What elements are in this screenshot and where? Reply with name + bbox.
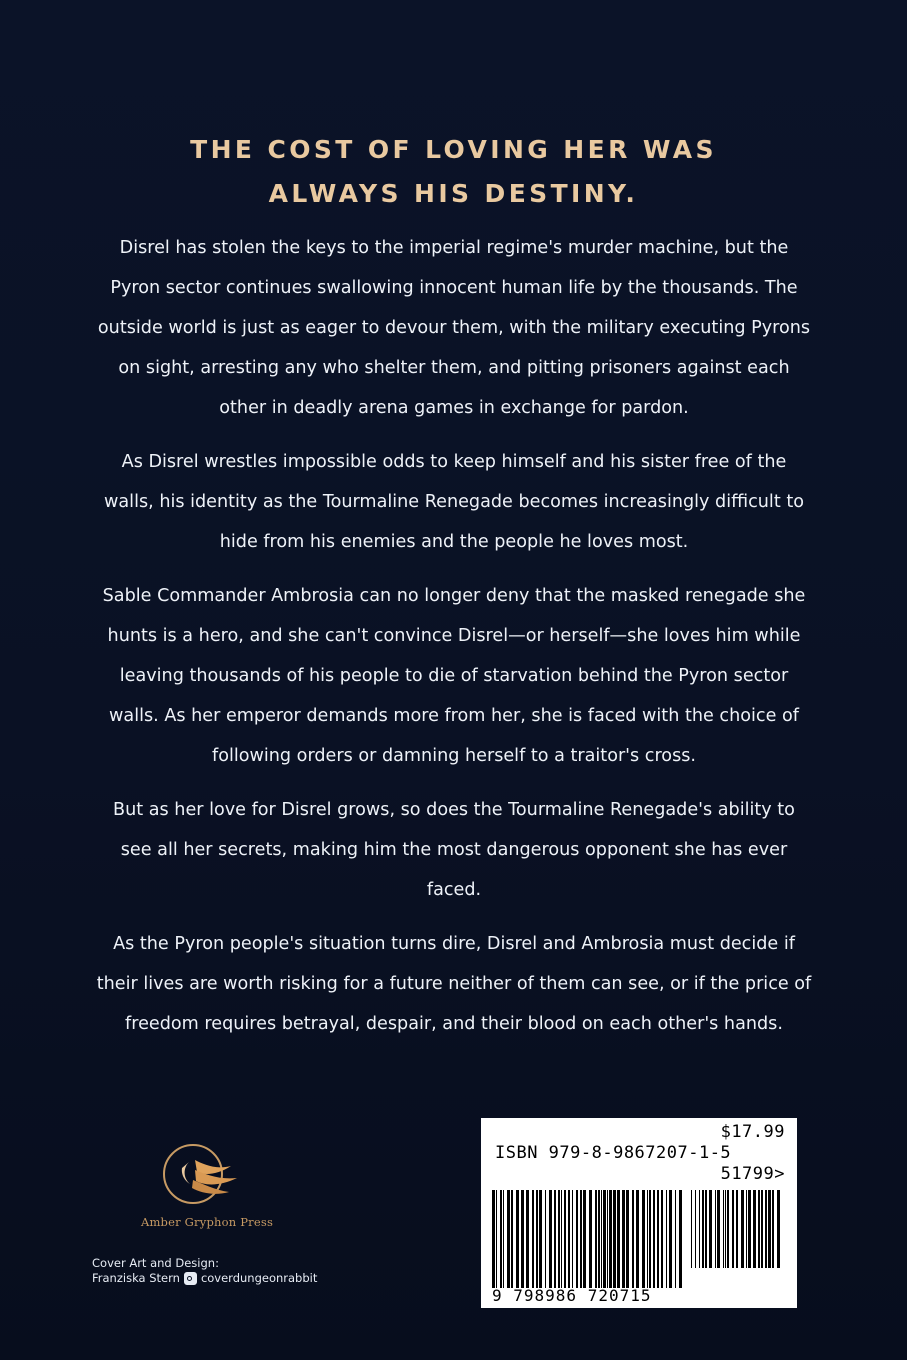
blurb-paragraph: But as her love for Disrel grows, so does the Tourmaline Renegade's ability to see all her secrets, making him the most dangerous opponent she has ever faced. bbox=[113, 800, 795, 900]
designer-handle: coverdungeonrabbit bbox=[200, 1271, 318, 1285]
credits-line-2 bbox=[92, 1271, 392, 1286]
blurb-paragraph: As the Pyron people's situation turns dire, Disrel and Ambrosia must decide if their lives are worth risking for a future neither of them can see, or if the price of freedom requires betrayal, despair, and their blood on each other's hands. bbox=[96, 934, 812, 1034]
barcode-isbn: ISBN 979-8-9867207-1-5 bbox=[495, 1143, 732, 1163]
barcode-addon-digits: 51799> bbox=[720, 1164, 785, 1184]
barcode-main-digits: 9 798986 720715 bbox=[492, 1286, 652, 1305]
tagline-line-2: ALWAYS HIS DESTINY. bbox=[268, 179, 639, 208]
publisher-name: Amber Gryphon Press bbox=[140, 1215, 274, 1229]
barcode-main-bars bbox=[492, 1190, 682, 1288]
publisher-block bbox=[92, 1140, 322, 1229]
credits-line-1 bbox=[92, 1256, 392, 1271]
gryphon-logo-icon bbox=[159, 1140, 255, 1210]
blurb-text bbox=[96, 228, 812, 1044]
barcode-price: $17.99 bbox=[720, 1122, 785, 1142]
tagline-line-1: THE COST OF LOVING HER WAS bbox=[190, 135, 717, 164]
barcode-block bbox=[481, 1118, 797, 1308]
tagline bbox=[0, 128, 907, 216]
blurb-paragraph: Disrel has stolen the keys to the imperial regime's murder machine, but the Pyron sector continues swallowing innocent human life by the thousands. The outside world is just as eager to devour them, with the military executing Pyrons on sight, arresting any who shelter them, and pitting prisoners against each other in deadly arena games in exchange for pardon. bbox=[97, 238, 811, 418]
cover-credits bbox=[92, 1256, 392, 1286]
designer-name: Franziska Stern bbox=[92, 1271, 180, 1285]
credits-label: Cover Art and Design: bbox=[92, 1256, 219, 1270]
barcode-addon-bars bbox=[691, 1190, 783, 1268]
blurb-paragraph: As Disrel wrestles impossible odds to keep himself and his sister free of the walls, his identity as the Tourmaline Renegade becomes increasingly difficult to hide from his enemies and the people he loves most. bbox=[104, 452, 804, 552]
blurb-paragraph: Sable Commander Ambrosia can no longer deny that the masked renegade she hunts is a hero, and she can't convince Disrel—or herself—she loves him while leaving thousands of his people to die of starvation behind the Pyron sector walls. As her emperor demands more from her, she is faced with the choice of following orders or damning herself to a traitor's cross. bbox=[102, 586, 806, 766]
instagram-icon bbox=[184, 1272, 197, 1285]
